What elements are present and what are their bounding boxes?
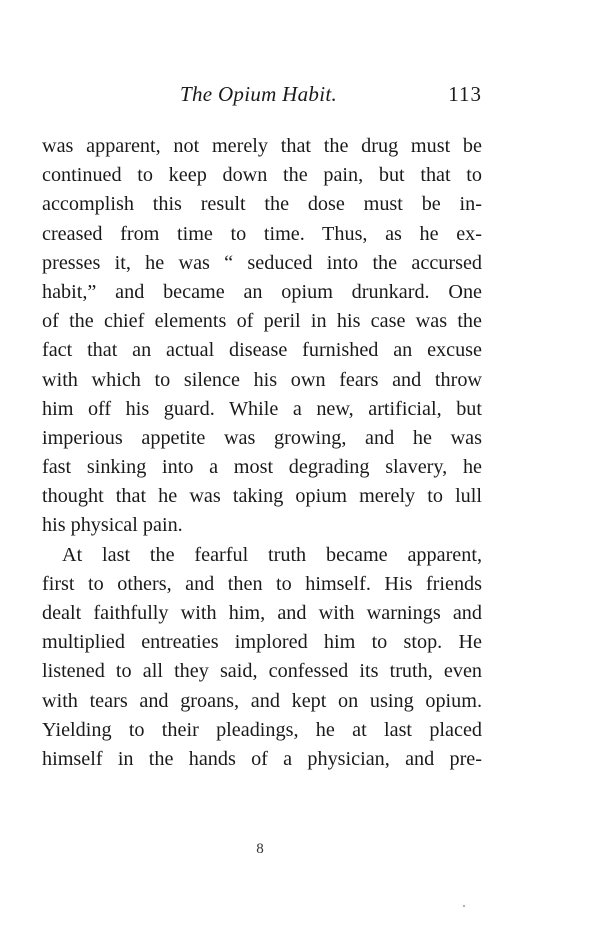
text-line: with tears and groans, and kept on using opium.	[42, 689, 482, 712]
text-line-paragraph-start: At last the fearful truth became apparent,	[62, 543, 482, 566]
text-line: of the chief elements of peril in his case was the	[42, 310, 482, 333]
text-line: fast sinking into a most degrading slavery, he	[42, 456, 482, 479]
text-line: Yielding to their pleadings, he at last placed	[42, 718, 482, 741]
text-line: fact that an actual disease furnished an excuse	[42, 339, 482, 362]
text-line-paragraph-end: his physical pain.	[42, 514, 183, 537]
text-line: was apparent, not merely that the drug must be	[42, 135, 482, 157]
text-line: imperious appetite was growing, and he was	[42, 426, 482, 449]
paper-speck	[463, 905, 465, 907]
text-line: himself in the hands of a physician, and pre-	[42, 747, 482, 770]
running-head	[42, 82, 482, 112]
text-line: him off his guard. While a new, artificial, but	[42, 397, 482, 420]
text-line: listened to all they said, confessed its truth, even	[42, 660, 482, 683]
text-line: multiplied entreaties implored him to stop. He	[42, 631, 482, 654]
page-number: 113	[448, 82, 482, 106]
text-line: presses it, he was “ seduced into the accursed	[42, 251, 482, 274]
text-line: accomplish this result the dose must be in-	[42, 193, 482, 216]
body-text	[42, 132, 482, 774]
text-line: creased from time to time. Thus, as he ex-	[42, 222, 482, 245]
text-line: thought that he was taking opium merely to lull	[42, 485, 482, 508]
text-line: with which to silence his own fears and throw	[42, 368, 482, 391]
text-line: first to others, and then to himself. His friends	[42, 572, 482, 595]
running-title: The Opium Habit.	[180, 82, 338, 106]
signature-mark: 8	[256, 841, 264, 857]
text-line: habit,” and became an opium drunkard. One	[42, 280, 482, 303]
text-line: continued to keep down the pain, but that to	[42, 164, 482, 187]
text-line: dealt faithfully with him, and with warnings and	[42, 602, 482, 624]
